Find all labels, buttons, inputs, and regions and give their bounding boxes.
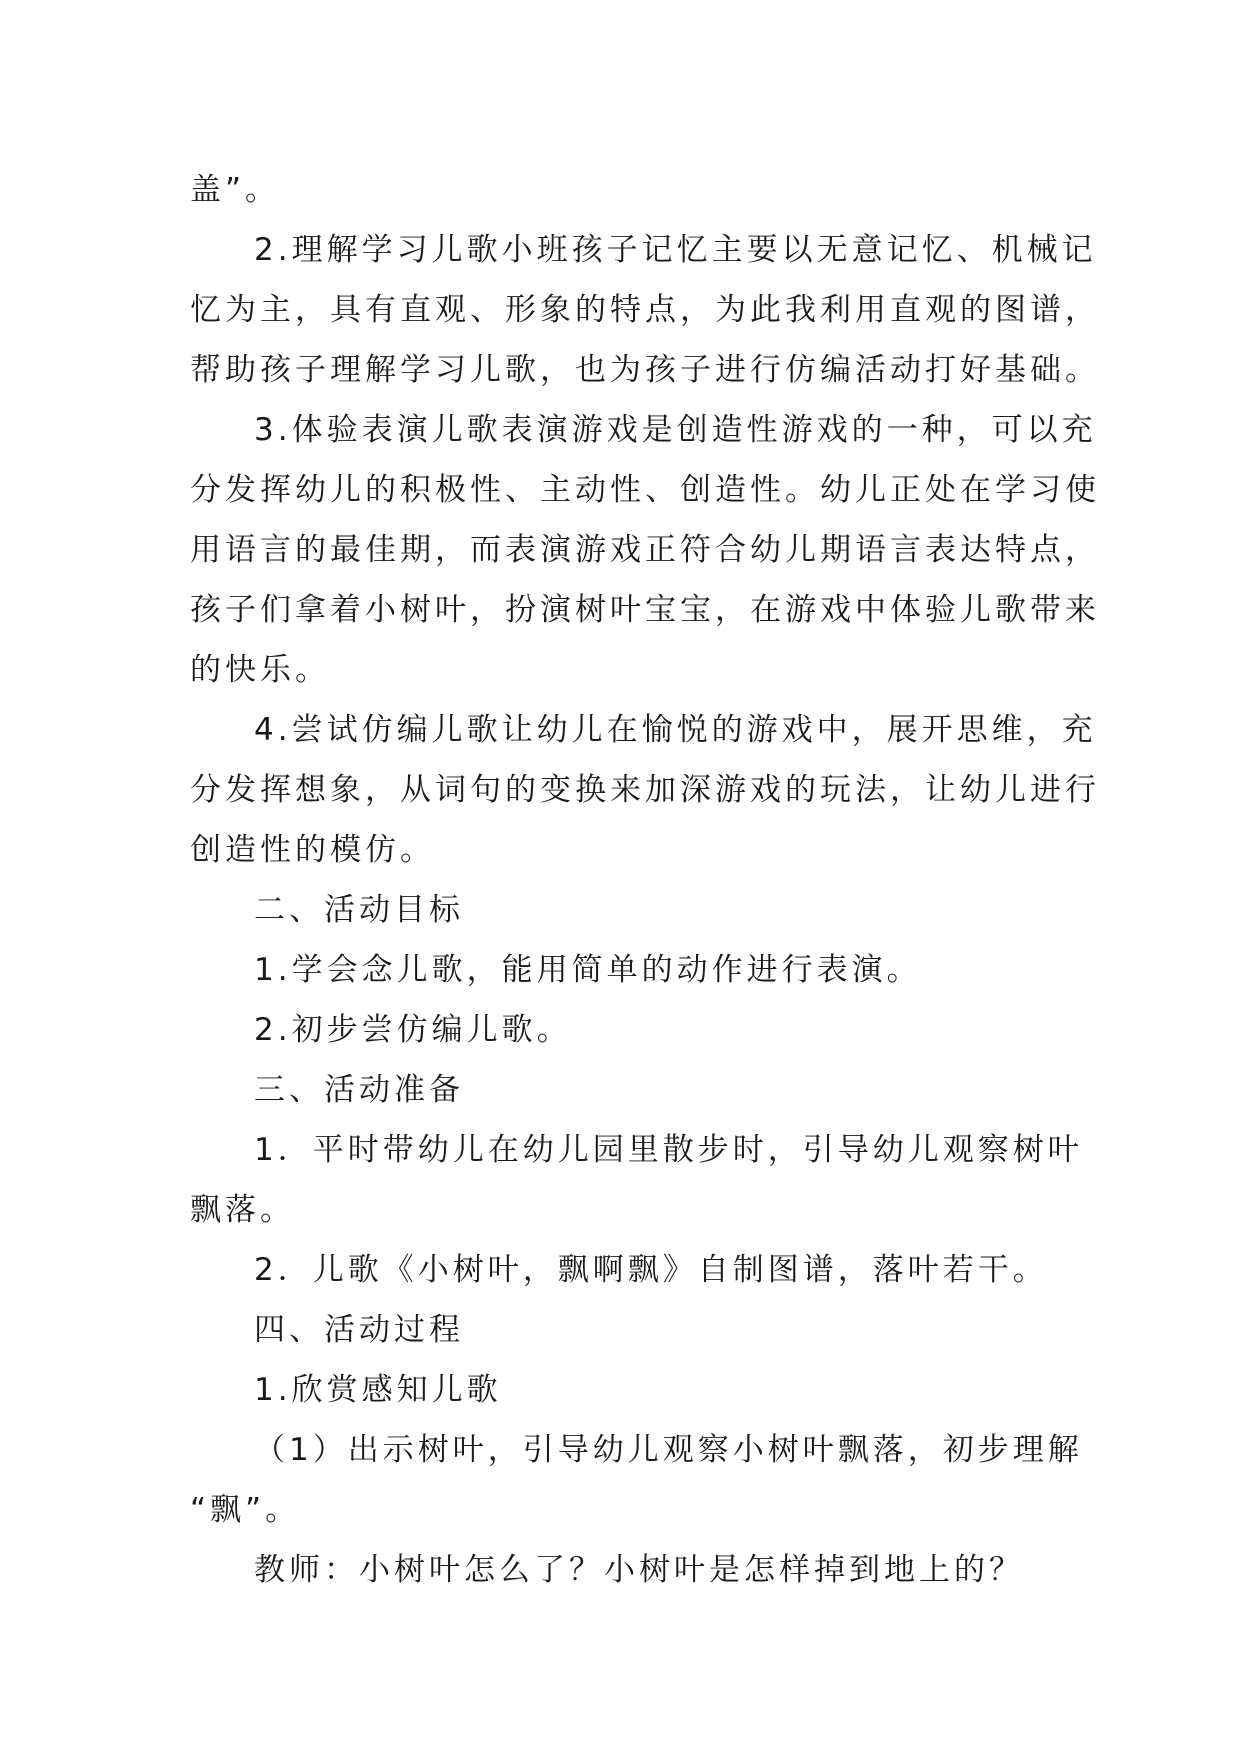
text-line: 分发挥幼儿的积极性、主动性、创造性。幼儿正处在学习使	[190, 472, 1100, 508]
text-line: 1.学会念儿歌，能用简单的动作进行表演。	[254, 952, 922, 988]
text-line: 分发挥想象，从词句的变换来加深游戏的玩法，让幼儿进行	[190, 772, 1100, 808]
text-line: 孩子们拿着小树叶，扮演树叶宝宝，在游戏中体验儿歌带来	[190, 592, 1100, 628]
text-line: 教师：小树叶怎么了？小树叶是怎样掉到地上的？	[254, 1552, 1024, 1588]
text-line: 2．儿歌《小树叶，飘啊飘》自制图谱，落叶若干。	[254, 1252, 1048, 1288]
text-line: 1.欣赏感知儿歌	[254, 1372, 502, 1408]
text-line: 1．平时带幼儿在幼儿园里散步时，引导幼儿观察树叶	[254, 1132, 1083, 1168]
text-line: “飘”。	[190, 1492, 301, 1528]
text-line: 忆为主，具有直观、形象的特点，为此我利用直观的图谱，	[190, 292, 1100, 328]
text-line: 飘落。	[190, 1192, 295, 1228]
text-line: 3.体验表演儿歌表演游戏是创造性游戏的一种，可以充	[254, 412, 1097, 448]
section-heading: 二、活动目标	[254, 892, 464, 928]
section-heading: 四、活动过程	[254, 1312, 464, 1348]
text-line: 2.初步尝仿编儿歌。	[254, 1012, 572, 1048]
text-line: （1）出示树叶，引导幼儿观察小树叶飘落，初步理解	[254, 1432, 1083, 1468]
text-line: 2.理解学习儿歌小班孩子记忆主要以无意记忆、机械记	[254, 232, 1097, 268]
text-line: 用语言的最佳期，而表演游戏正符合幼儿期语言表达特点，	[190, 532, 1100, 568]
text-line: 帮助孩子理解学习儿歌，也为孩子进行仿编活动打好基础。	[190, 352, 1100, 388]
text-line: 4.尝试仿编儿歌让幼儿在愉悦的游戏中，展开思维，充	[254, 712, 1097, 748]
text-line: 创造性的模仿。	[190, 832, 435, 868]
body-text	[190, 160, 1100, 1600]
text-line: 盖”。	[190, 172, 281, 208]
section-heading: 三、活动准备	[254, 1072, 464, 1108]
text-line: 的快乐。	[190, 652, 330, 688]
